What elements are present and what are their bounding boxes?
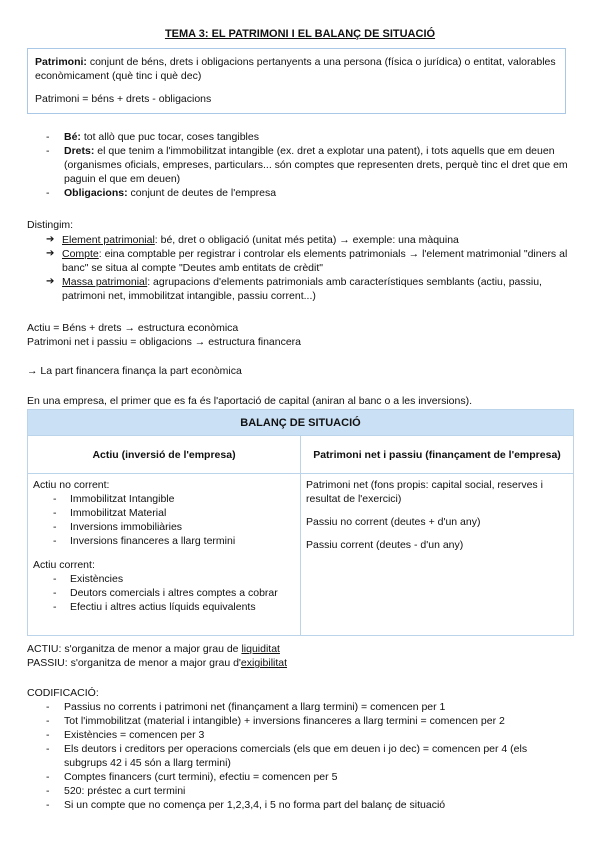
- definition-box: [27, 48, 566, 114]
- list-item: - Obligacions: conjunt de deutes de l'empresa: [46, 187, 277, 199]
- list-item: - Immobilitzat Intangible: [53, 493, 175, 505]
- definition-term: Patrimoni:: [35, 56, 87, 68]
- coding-list: [0, 700, 600, 812]
- current-assets-list: [33, 572, 295, 614]
- equity-liabilities-column-header: Patrimoni net i passiu (finançament de l'empresa): [301, 436, 574, 474]
- passiu-ordering: PASSIU: s'organitza de menor a major grau d'exigibilitat: [27, 657, 288, 669]
- non-current-assets-list: [33, 492, 295, 548]
- current-liabilities-text: Passiu corrent (deutes - d'un any): [306, 539, 464, 551]
- non-current-assets-label: Actiu no corrent:: [33, 479, 110, 491]
- list-item: ➔ Element patrimonial: bé, dret o obligació (unitat més petita) → exemple: una màquina: [46, 234, 459, 246]
- structure-line-1: Actiu = Béns + drets → estructura econòmica: [27, 322, 239, 334]
- equity-liabilities-cell: [301, 474, 574, 636]
- actiu-ordering: ACTIU: s'organitza de menor a major grau de liquiditat: [27, 643, 280, 655]
- list-item: - Efectiu i altres actius líquids equivalents: [53, 601, 256, 613]
- structure-line-2: Patrimoni net i passiu = obligacions → estructura financera: [27, 336, 302, 348]
- non-current-liabilities-text: Passiu no corrent (deutes + d'un any): [306, 516, 481, 528]
- list-item: - 520: préstec a curt termini: [46, 785, 186, 797]
- arrow-icon: ➔: [46, 234, 55, 245]
- list-item: - Si un compte que no comença per 1,2,3,4, i 5 no forma part del balanç de situació: [46, 799, 446, 811]
- distinguish-list: [0, 233, 600, 303]
- list-item: - Deutors comercials i altres comptes a cobrar: [53, 587, 278, 599]
- list-item: - Existències = comencen per 3: [46, 729, 205, 741]
- structure-line-3: → La part financera finança la part econòmica: [27, 365, 242, 377]
- current-assets-label: Actiu corrent:: [33, 559, 95, 571]
- list-item: - Els deutors i creditors per operacions comercials (els que em deuen i jo dec) = comencen per 4 (els subgrups 42 i 45 són a llarg termini): [46, 743, 528, 769]
- company-intro: En una empresa, el primer que es fa és l'aportació de capital (aniran al banc o a les inversions).: [27, 395, 472, 407]
- balance-table-header: BALANÇ DE SITUACIÓ: [28, 410, 574, 436]
- list-item: - Existències: [53, 573, 124, 585]
- equity-text: Patrimoni net (fons propis: capital social, reserves i resultat de l'exercici): [306, 479, 543, 505]
- distinguish-label: Distingim:: [27, 219, 74, 231]
- list-item: - Tot l'immobilitzat (material i intangible) + inversions financeres a llarg termini = comencen per 2: [46, 715, 505, 727]
- arrow-icon: ➔: [46, 248, 55, 259]
- list-item: - Comptes financers (curt termini), efectiu = comencen per 5: [46, 771, 338, 783]
- list-item: - Immobilitzat Material: [53, 507, 167, 519]
- list-item: - Inversions immobiliàries: [53, 521, 183, 533]
- list-item: ➔ Compte: eina comptable per registrar i controlar els elements patrimonials → l'element matrimonial "diners al banc" se situa al compte "Deutes amb entitats de crèdit": [46, 248, 568, 274]
- definition-formula: Patrimoni = béns + drets - obligacions: [35, 93, 212, 105]
- assets-cell: [28, 474, 301, 636]
- balance-table: [27, 409, 574, 636]
- list-item: - Passius no corrents i patrimoni net (finançament a llarg termini) = comencen per 1: [46, 701, 446, 713]
- list-item: - Inversions financeres a llarg termini: [53, 535, 236, 547]
- definition-text: Patrimoni: conjunt de béns, drets i obligacions pertanyents a una persona (física o jurídica) o entitat, valorables econòmicament (què tinc i què dec): [35, 56, 556, 82]
- list-item: - Bé: tot allò que puc tocar, coses tangibles: [46, 131, 259, 143]
- page-title: TEMA 3: EL PATRIMONI I EL BALANÇ DE SITUACIÓ: [164, 28, 436, 40]
- arrow-icon: ➔: [46, 276, 55, 287]
- components-list: [0, 130, 600, 200]
- assets-column-header: Actiu (inversió de l'empresa): [28, 436, 301, 474]
- coding-label: CODIFICACIÓ:: [27, 687, 99, 699]
- list-item: - Drets: el que tenim a l'immobilitzat intangible (ex. dret a explotar una patent), i tots aquells que em deuen (organismes oficials, empreses, particulars... són comptes que representen drets, perquè tinc el dret que em paguin el que em deuen): [46, 145, 568, 185]
- list-item: ➔ Massa patrimonial: agrupacions d'elements patrimonials amb característiques semblants (actiu, passiu, patrimoni net, immobilitzat intangible, passiu corrent...): [46, 276, 542, 302]
